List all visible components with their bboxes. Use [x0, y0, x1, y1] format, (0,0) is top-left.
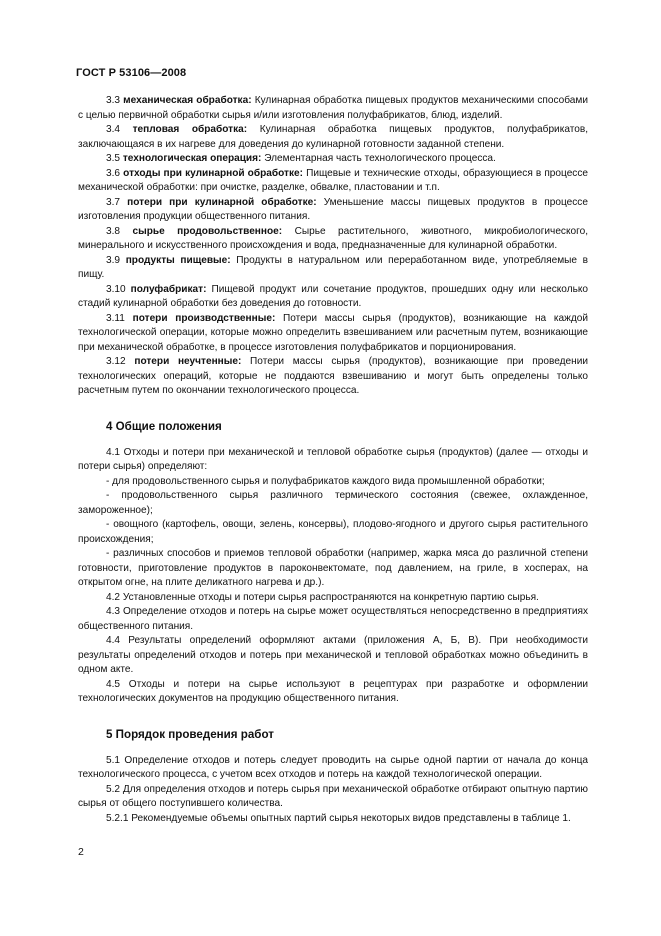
definition-text: Уменьшение массы пищевых продуктов в процессе изготовления продукции общественного питания.: [78, 196, 588, 222]
definition-text: Элементарная часть технологического процесса.: [264, 153, 496, 164]
definition-term: полуфабрикат:: [130, 283, 207, 295]
list-item: - для продовольственного сырья и полуфабрикатов каждого вида промышленной обработки;: [106, 475, 545, 487]
list-item: - продовольственного сырья различного термического состояния (свежее, охлажденное, замороженное);: [78, 490, 588, 516]
definition-text: Потери массы сырья (продуктов), возникающие при проведении технологических операций, которые не поддаются взвешиванию и могут быть определены только расчетным путем по окончании технологического процесса.: [78, 356, 588, 396]
definition-text: Кулинарная обработка пищевых продуктов, полуфабрикатов, заключающаяся в их нагреве для доведения до кулинарной готовности заданной степени.: [78, 124, 589, 150]
definition-text: Продукты в натуральном или переработанном виде, употребляемые в пищу.: [78, 254, 589, 280]
section-heading: 5 Порядок проведения работ: [106, 727, 274, 741]
section-paragraph: 4.2 Установленные отходы и потери сырья распространяются на конкретную партию сырья.: [106, 591, 539, 603]
definition-number: 3.7: [106, 196, 121, 208]
section-paragraph: 4.3 Определение отходов и потерь на сырье может осуществляться непосредственно в предприятиях общественного питания.: [78, 606, 588, 632]
definition-number: 3.8: [106, 225, 121, 237]
section-heading: 4 Общие положения: [106, 419, 222, 433]
section-paragraph: 5.2.1 Рекомендуемые объемы опытных партий сырья некоторых видов представлены в таблице 1.: [106, 812, 571, 824]
definition-item: [78, 94, 588, 123]
list-item: - овощного (картофель, овощи, зелень, консервы), плодово-ягодного и другого сырья растительного происхождения;: [78, 519, 588, 545]
definition-item: [78, 225, 588, 254]
definition-number: 3.12: [106, 356, 126, 367]
section-4-body: [78, 446, 588, 707]
definition-item: [78, 283, 588, 312]
definition-number: 3.9: [106, 254, 121, 266]
definition-text: Сырье растительного, животного, микробиологического, минерального и искусственного происхождения и вода, предназначенные для кулинарной обработки.: [78, 225, 589, 251]
definition-text: Пищевой продукт или сочетание продуктов, прошедших одну или несколько стадий кулинарной обработки без доведения до готовности.: [78, 283, 588, 309]
definition-term: технологическая операция:: [122, 153, 262, 164]
definition-term: потери при кулинарной обработке:: [127, 196, 317, 208]
definitions-list: [78, 94, 588, 399]
section-paragraph: 4.4 Результаты определений оформляют актами (приложения А, Б, В). При необходимости результаты определений отходов и потерь при механической и тепловой обработках можно объединить в одном акте.: [78, 635, 588, 675]
definition-term: потери неучтенные:: [134, 356, 242, 367]
definition-item: [78, 355, 588, 399]
definition-text: Пищевые и технические отходы, образующиеся в процессе механической обработки: при очистке, разделке, обвалке, пластовании и т.п.: [78, 167, 589, 193]
definition-number: 3.4: [106, 124, 121, 135]
section-5-body: [78, 754, 588, 827]
definition-item: [78, 152, 588, 167]
definition-text: Потери массы сырья (продуктов), возникающие на каждой технологической операции, которые можно определить взвешиванием или расчетным путем, возникающие при механической обработке, в процессе изготовления полуфабрикатов и порционирования.: [78, 312, 588, 353]
definition-term: потери производственные:: [132, 312, 276, 324]
definition-number: 3.10: [106, 283, 126, 295]
document-header: ГОСТ Р 53106—2008: [76, 67, 187, 79]
definition-term: механическая обработка:: [123, 95, 252, 106]
definition-term: отходы при кулинарной обработке:: [123, 167, 303, 179]
definition-item: [78, 312, 588, 356]
definition-number: 3.3: [106, 95, 121, 106]
definition-term: продукты пищевые:: [125, 254, 231, 266]
definition-number: 3.5: [106, 153, 121, 164]
list-item: - различных способов и приемов тепловой обработки (например, жарка мяса до различной степени готовности, приготовление продуктов в пароконвектомате, под давлением, на гриле, в хосперах, на открытом огне, на плите деликатного нагрева и др.).: [78, 548, 588, 588]
definition-number: 3.6: [106, 167, 121, 179]
section-paragraph: 5.1 Определение отходов и потерь следует проводить на сырье одной партии от начала до конца технологического процесса, с учетом всех отходов и потерь на каждой технологической операции.: [78, 754, 588, 780]
definition-item: [78, 123, 588, 152]
definition-text: Кулинарная обработка пищевых продуктов механическими способами с целью первичной обработки сырья и/или изготовления полуфабрикатов, блюд, изделий.: [78, 95, 588, 121]
definition-term: тепловая обработка:: [132, 124, 248, 135]
section-paragraph: 5.2 Для определения отходов и потерь сырья при механической обработке отбирают опытную партию сырья от общего поступившего количества.: [78, 783, 588, 809]
page-content: [78, 94, 588, 826]
section-paragraph: 4.1 Отходы и потери при механической и тепловой обработке сырья (продуктов) (далее — отходы и потери сырья) определяют:: [78, 446, 588, 472]
page-number: 2: [78, 846, 84, 858]
definition-term: сырье продовольственное:: [132, 225, 283, 237]
definition-item: [78, 254, 588, 283]
definition-item: [78, 167, 588, 196]
definition-number: 3.11: [106, 312, 125, 324]
definition-item: [78, 196, 588, 225]
section-paragraph: 4.5 Отходы и потери на сырье используют в рецептурах при разработке и оформлении технологических документов на продукцию общественного питания.: [78, 678, 588, 704]
